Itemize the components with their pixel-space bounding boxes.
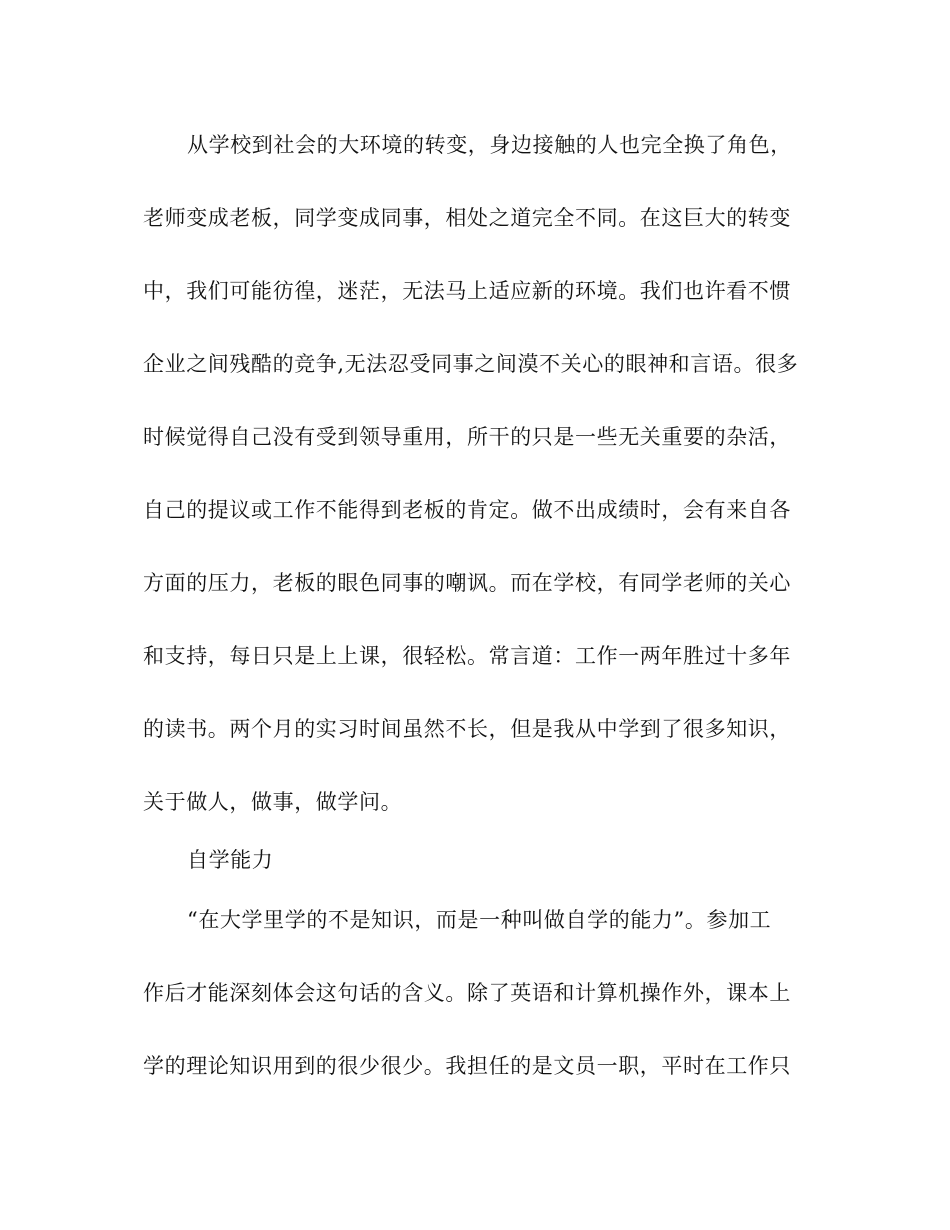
paragraph-2-line-2: 作后才能深刻体会这句话的含义。除了英语和计算机操作外，课本上 [143, 981, 791, 1005]
paragraph-1-line-1: 从学校到社会的大环境的转变，身边接触的人也完全换了角色， [187, 133, 792, 157]
paragraph-1-line-5: 时候觉得自己没有受到领导重用，所干的只是一些无关重要的杂活， [143, 425, 791, 449]
section-heading: 自学能力 [187, 848, 274, 872]
paragraph-2-line-1: “在大学里学的不是知识，而是一种叫做自学的能力”。参加工 [187, 908, 772, 932]
paragraph-1-line-6: 自己的提议或工作不能得到老板的肯定。做不出成绩时，会有来自各 [143, 498, 791, 522]
paragraph-1-line-9: 的读书。两个月的实习时间虽然不长，但是我从中学到了很多知识， [143, 717, 791, 741]
paragraph-1-line-3: 中，我们可能彷徨，迷茫，无法马上适应新的环境。我们也许看不惯 [143, 279, 791, 303]
paragraph-1-line-4: 企业之间残酷的竞争,无法忍受同事之间漠不关心的眼神和言语。很多 [143, 352, 799, 376]
paragraph-1-line-2: 老师变成老板，同学变成同事，相处之道完全不同。在这巨大的转变 [143, 206, 791, 230]
paragraph-2-line-3: 学的理论知识用到的很少很少。我担任的是文员一职，平时在工作只 [143, 1054, 791, 1078]
paragraph-1-line-8: 和支持，每日只是上上课，很轻松。常言道：工作一两年胜过十多年 [143, 644, 791, 668]
paragraph-1-line-10: 关于做人，做事，做学问。 [143, 790, 403, 814]
paragraph-1-line-7: 方面的压力，老板的眼色同事的嘲讽。而在学校，有同学老师的关心 [143, 571, 791, 595]
